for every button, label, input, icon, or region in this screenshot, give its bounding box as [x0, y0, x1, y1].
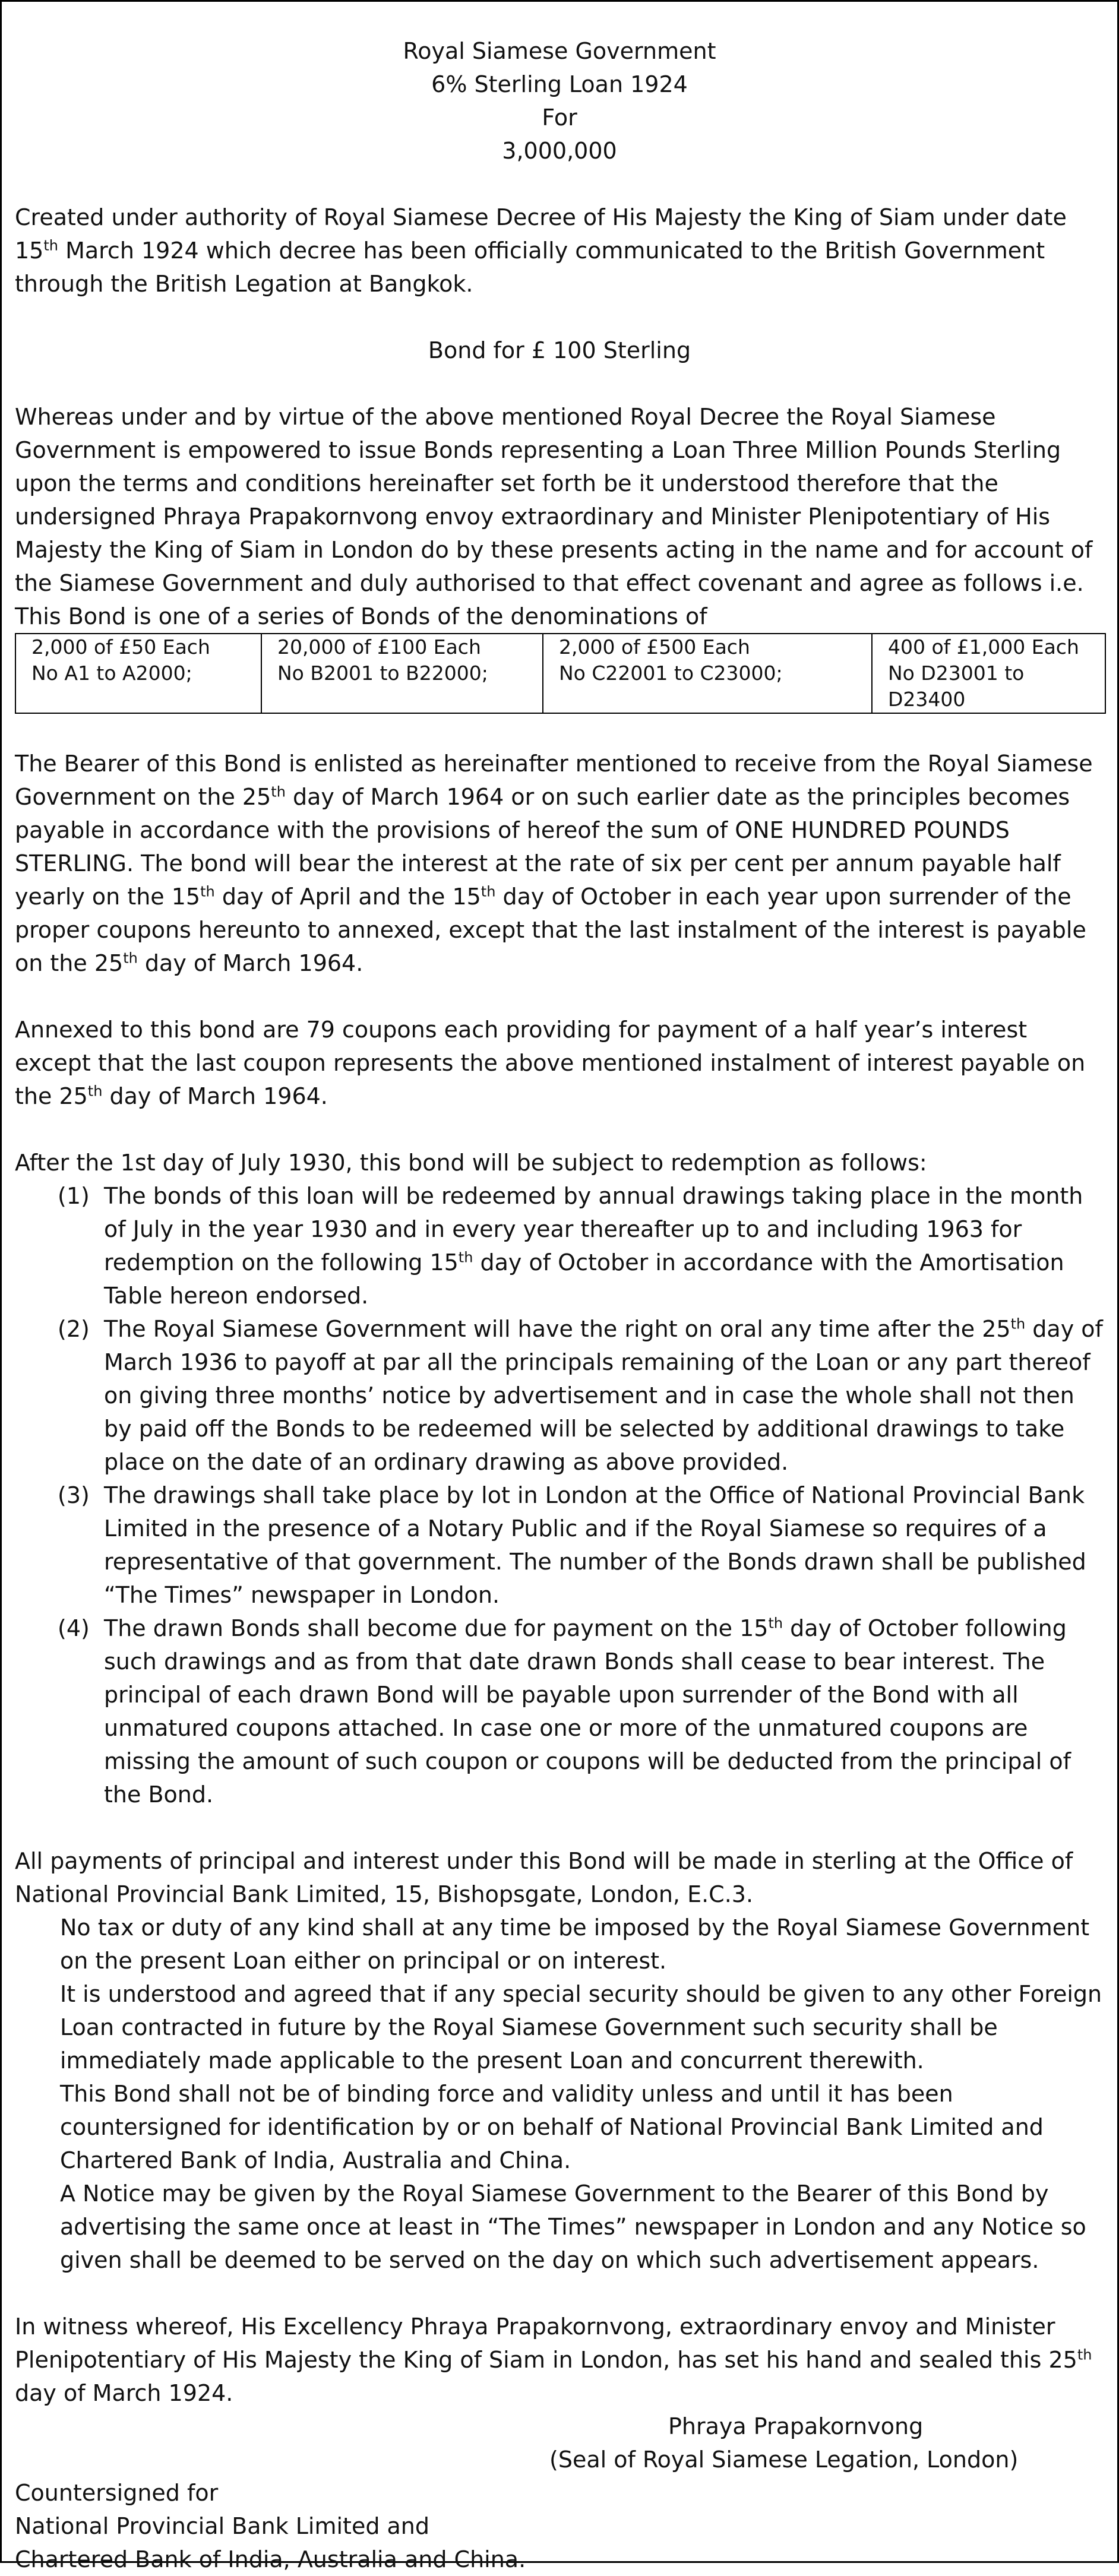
redemption-intro: After the 1st day of July 1930, this bond will be subject to redemption as follows:: [15, 1150, 927, 1176]
redemption-item: (3) The drawings shall take place by lot in London at the Office of National Provincial Bank Limited in the presence of a Notary Public and if the Royal Siamese so requires of a representative of that government. The number of the Bonds drawn shall be published “The Times” newspaper in London.: [58, 1482, 1086, 1608]
series-intro: This Bond is one of a series of Bonds of the denominations of: [15, 603, 707, 629]
created-paragraph: Created under authority of Royal Siamese Decree of His Majesty the King of Siam under date 15th March 1924 which decree has been officially communicated to the British Government through the British Legation at Bangkok.: [15, 204, 1067, 297]
denomination-cell: 2,000 of £50 Each No A1 to A2000;: [15, 634, 261, 713]
denominations-row: [15, 634, 1105, 713]
heading-government: Royal Siamese Government: [403, 38, 716, 64]
heading-amount: 3,000,000: [502, 138, 617, 164]
redemption-item: (4) The drawn Bonds shall become due for payment on the 15th day of October following such drawings and as from that date drawn Bonds shall cease to bear interest. The principal of each drawn Bond will be payable upon surrender of the Bond with all unmatured coupons attached. In case one or more of the unmatured coupons are missing the amount of such coupon or coupons will be deducted from the principal of the Bond.: [58, 1615, 1071, 1808]
redemption-list: [15, 1179, 1104, 1811]
clause-item: No tax or duty of any kind shall at any time be imposed by the Royal Siamese Government on the present Loan either on principal or on interest.: [60, 1914, 1090, 1974]
countersigned-line: Chartered Bank of India, Australia and China.: [15, 2546, 526, 2572]
clause-item: A Notice may be given by the Royal Siamese Government to the Bearer of this Bond by advertising the same once at least in “The Times” newspaper in London and any Notice so given shall be deemed to be served on the day on which such advertisement appears.: [60, 2181, 1086, 2273]
redemption-item: (2) The Royal Siamese Government will have the right on oral any time after the 25th day of March 1936 to payoff at par all the principals remaining of the Loan or any part thereof on giving three months’ notice by advertisement and in case the whole shall not then by paid off the Bonds to be redeemed will be selected by additional drawings to take place on the date of an ordinary drawing as above provided.: [58, 1315, 1103, 1475]
denomination-cell: 400 of £1,000 Each No D23001 to D23400: [872, 634, 1105, 713]
countersigned-line: Countersigned for: [15, 2480, 219, 2506]
document-heading: [15, 34, 1104, 167]
payments-paragraph: All payments of principal and interest under this Bond will be made in sterling at the Office of National Provincial Bank Limited, 15, Bishopsgate, London, E.C.3.: [15, 1848, 1073, 1907]
countersigned-line: National Provincial Bank Limited and: [15, 2513, 430, 2539]
clause-item: It is understood and agreed that if any special security should be given to any other Foreign Loan contracted in future by the Royal Siamese Government such security shall be immediately made applicable to the present Loan and concurrent therewith.: [60, 1981, 1102, 2074]
denominations-table: [15, 633, 1106, 714]
bond-amount-title: Bond for £ 100 Sterling: [428, 337, 691, 363]
countersigned-block: [15, 2476, 1104, 2576]
denomination-cell: 20,000 of £100 Each No B2001 to B22000;: [261, 634, 543, 713]
clause-item: This Bond shall not be of binding force and validity unless and until it has been countersigned for identification by or on behalf of National Provincial Bank Limited and Chartered Bank of India, Australia and China.: [60, 2081, 1044, 2173]
whereas-paragraph: Whereas under and by virtue of the above mentioned Royal Decree the Royal Siamese Government is empowered to issue Bonds representing a Loan Three Million Pounds Sterling upon the terms and conditions hereinafter set forth be it understood therefore that the undersigned Phraya Prapakornvong envoy extraordinary and Minister Plenipotentiary of His Majesty the King of Siam in London do by these presents acting in the name and for account of the Siamese Government and duly authorised to that effect covenant and agree as follows i.e.: [15, 404, 1093, 596]
heading-loan: 6% Sterling Loan 1924: [431, 71, 688, 97]
signatory-seal: (Seal of Royal Siamese Legation, London): [549, 2447, 1019, 2473]
witness-paragraph: In witness whereof, His Excellency Phraya Prapakornvong, extraordinary envoy and Minister Plenipotentiary of His Majesty the King of Siam in London, has set his hand and sealed this 25th day of March 1924.: [15, 2314, 1092, 2406]
redemption-item: (1) The bonds of this loan will be redeemed by annual drawings taking place in the month of July in the year 1930 and in every year thereafter up to and including 1963 for redemption on the following 15th day of October in accordance with the Amortisation Table hereon endorsed.: [58, 1183, 1083, 1309]
signatory-name: Phraya Prapakornvong: [668, 2413, 924, 2439]
annexed-paragraph: Annexed to this bond are 79 coupons each providing for payment of a half year’s interest except that the last coupon represents the above mentioned instalment of interest payable on the 25th day of March 1964.: [15, 1017, 1086, 1109]
bearer-paragraph: The Bearer of this Bond is enlisted as hereinafter mentioned to receive from the Royal Siamese Government on the 25th day of March 1964 or on such earlier date as the principles becomes payable in accordance with the provisions of hereof the sum of ONE HUNDRED POUNDS STERLING. The bond will bear the interest at the rate of six per cent per annum payable half yearly on the 15th day of April and the 15th day of October in each year upon surrender of the proper coupons hereunto to annexed, except that the last instalment of the interest is payable on the 25th day of March 1964.: [15, 751, 1093, 976]
heading-for: For: [542, 105, 577, 131]
denomination-cell: 2,000 of £500 Each No C22001 to C23000;: [543, 634, 872, 713]
clauses-block: [15, 1911, 1104, 2277]
